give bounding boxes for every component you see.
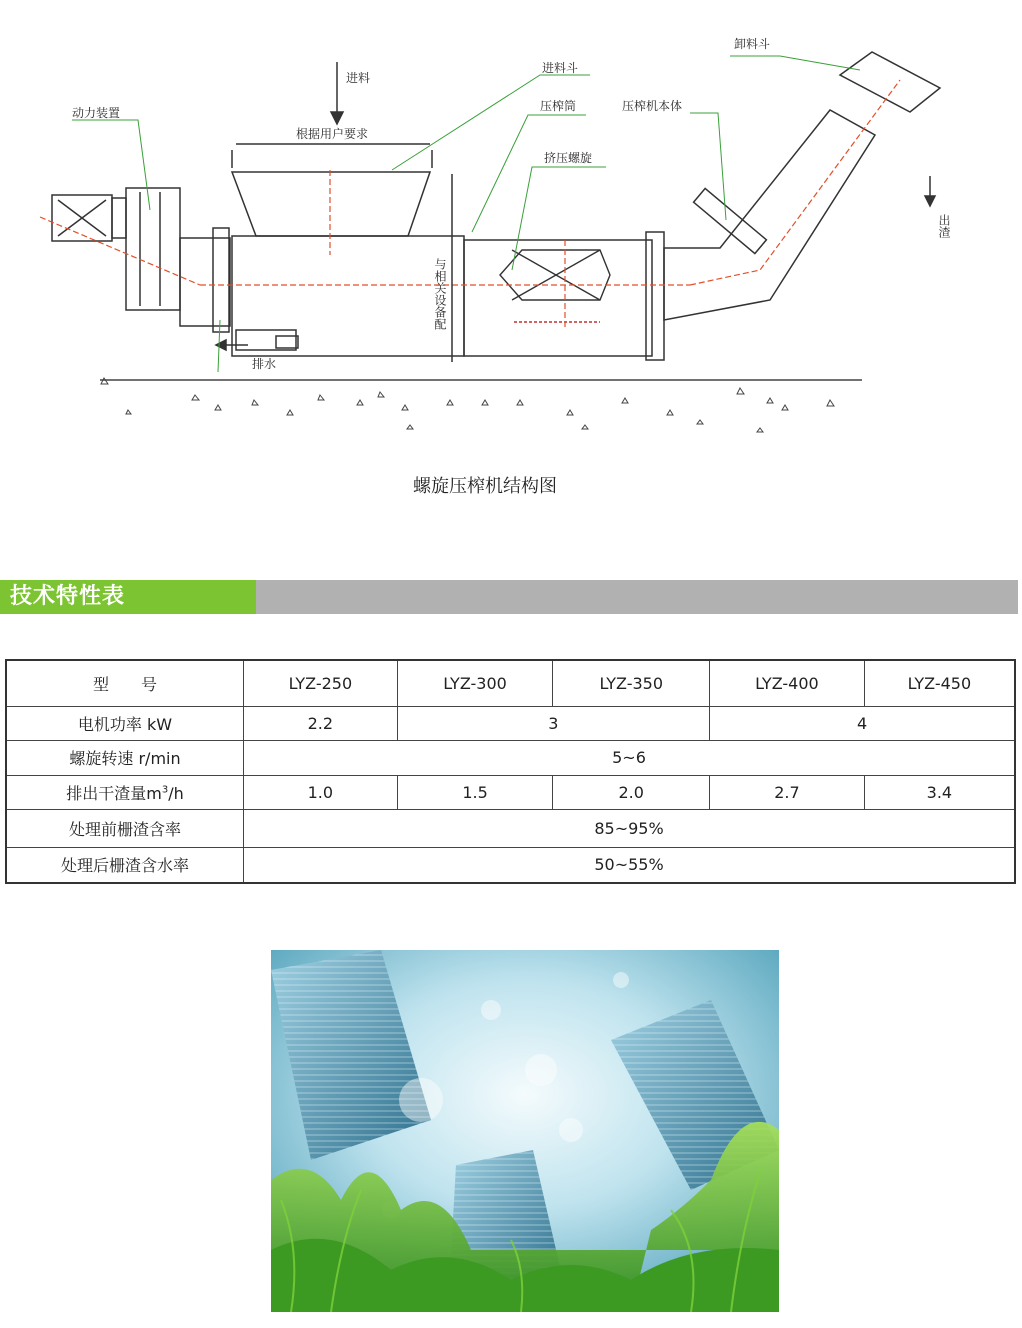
ground-gravel [101, 378, 834, 432]
cell: 3 [397, 706, 709, 740]
screw [500, 250, 610, 322]
cell: 2.0 [553, 775, 710, 809]
cell: 50~55% [244, 847, 1015, 883]
header-model: LYZ-450 [864, 660, 1015, 706]
header-model: LYZ-300 [397, 660, 553, 706]
header-model: LYZ-400 [710, 660, 865, 706]
cell: 2.2 [244, 706, 398, 740]
header-model: LYZ-250 [244, 660, 398, 706]
section-header [0, 580, 1018, 614]
label-match-equipment: 与相关设备配 [433, 258, 447, 330]
table-row [6, 660, 1015, 706]
table-row [6, 706, 1015, 740]
table-row [6, 775, 1015, 809]
spec-table [5, 659, 1016, 884]
label-drain: 排水 [252, 357, 277, 371]
label-slag-out: 出渣 [937, 214, 951, 238]
row-label-unit: /h [168, 783, 184, 803]
row-label-text: 排出干渣量m [66, 783, 162, 803]
photo-illustration [271, 950, 779, 1312]
cell: 4 [710, 706, 1015, 740]
row-label [6, 775, 244, 809]
table-row [6, 740, 1015, 775]
feed-hopper [232, 144, 432, 236]
press-body [232, 52, 940, 360]
city-grass-photo [271, 950, 779, 1312]
cell: 85~95% [244, 809, 1015, 847]
callout-lines [72, 56, 860, 372]
label-power-unit: 动力装置 [72, 106, 121, 120]
diagram-caption: 螺旋压榨机结构图 [413, 476, 557, 497]
label-press-body: 压榨机本体 [622, 99, 683, 113]
row-label: 处理前栅渣含率 [6, 809, 244, 847]
label-press-cylinder: 压榨筒 [540, 99, 577, 113]
screw-press-structure-diagram [0, 0, 1022, 520]
cell: 5~6 [244, 740, 1015, 775]
section-header-grey [256, 580, 1018, 614]
table-row [6, 847, 1015, 883]
label-user-req: 根据用户要求 [296, 127, 369, 141]
label-screw: 挤压螺旋 [544, 151, 593, 165]
header-model: LYZ-350 [553, 660, 710, 706]
cell: 1.0 [244, 775, 398, 809]
row-label: 螺旋转速 r/min [6, 740, 244, 775]
label-hopper: 进料斗 [542, 61, 579, 75]
row-label: 电机功率 kW [6, 706, 244, 740]
cell: 3.4 [864, 775, 1015, 809]
table-row [6, 809, 1015, 847]
cell: 2.7 [710, 775, 865, 809]
cell: 1.5 [397, 775, 553, 809]
section-title: 技术特性表 [10, 584, 126, 609]
label-feed-in: 进料 [346, 71, 371, 85]
center-axis [40, 80, 900, 330]
header-model-label: 型 号 [6, 660, 244, 706]
row-label: 处理后栅渣含水率 [6, 847, 244, 883]
label-discharge-hopper: 卸料斗 [734, 37, 771, 51]
row-label-superscript: 3 [161, 784, 169, 796]
